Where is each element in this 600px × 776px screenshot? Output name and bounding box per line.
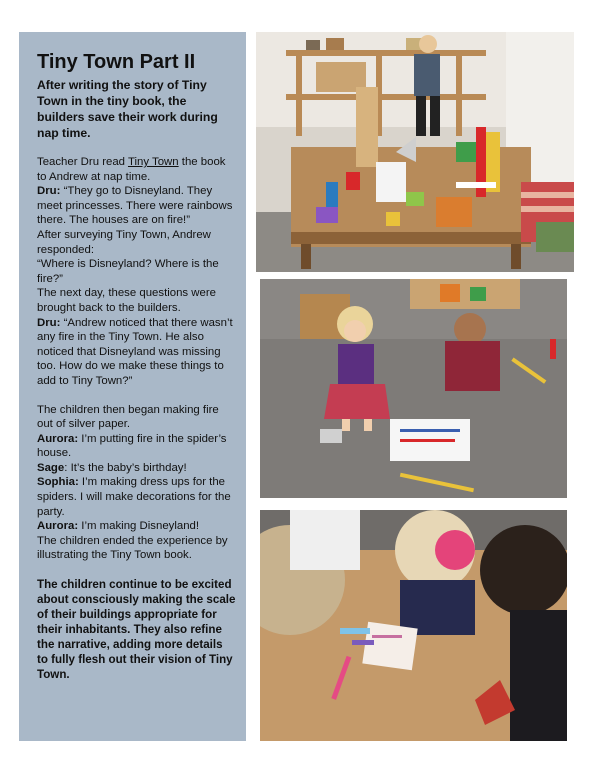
- next-day-line: The next day, these questions were brought back to the builders.: [37, 287, 216, 314]
- speaker: Sophia:: [37, 476, 79, 489]
- intro-paragraph: [37, 155, 236, 184]
- quote-dru-1: [37, 184, 236, 228]
- dialogue-text: I’m making Disneyland!: [78, 520, 200, 533]
- dialogue-line: [37, 475, 236, 519]
- subtitle: After writing the story of Tiny Town in the tiny book, the builders save their work during nap time.: [37, 78, 218, 140]
- speaker: Sage: [37, 461, 65, 474]
- dialogue-text: I’m making dress ups for the spiders. I will make decorations for the party.: [37, 476, 231, 518]
- survey-line: After surveying Tiny Town, Andrew responded:: [37, 228, 211, 256]
- photo-children-illustrating-book: [260, 510, 567, 741]
- closing-paragraph: The children continue to be excited about consciously making the scale of their buildings appropriate for their inhabitants. They also refine the narrative, adding more details to fully flesh out their vision of Tiny Town.: [37, 578, 236, 682]
- intro-post: the book to Andrew at nap time.: [37, 156, 226, 183]
- intro-pre: Teacher Dru read: [37, 156, 128, 168]
- spacer: [37, 389, 236, 403]
- andrew-quote: “Where is Disneyland? Where is the fire?”: [37, 258, 219, 285]
- fire-intro: The children then began making fire out of silver paper.: [37, 403, 219, 431]
- speaker: Dru:: [37, 316, 61, 329]
- photo-tiny-town-table: [256, 32, 574, 272]
- book-title: Tiny Town: [127, 156, 179, 168]
- page-title: Tiny Town Part II: [37, 51, 196, 73]
- ending-line: The children ended the experience by illustrating the Tiny Town book.: [37, 534, 228, 562]
- quote-text: “They go to Disneyland. They meet princesses. There were rainbows there. The houses are on fire!”: [37, 185, 233, 227]
- dialogue-line: [37, 461, 236, 476]
- dialogue-text: I’m putting fire in the spider’s house.: [37, 432, 227, 460]
- story-body: [37, 155, 236, 563]
- quote-text: “Andrew noticed that there wasn’t any fire in the Tiny Town. He also noticed that Disneyland was missing too. How do we make these things to add to Tiny Town?”: [37, 316, 233, 387]
- text-panel: [19, 32, 246, 741]
- speaker: Aurora:: [37, 520, 79, 533]
- photo-children-making-fire: [260, 279, 567, 498]
- speaker: Dru:: [37, 185, 61, 198]
- speaker: Aurora:: [37, 432, 79, 445]
- dialogue-line: [37, 519, 236, 534]
- dialogue-line: [37, 432, 236, 461]
- quote-dru-2: [37, 316, 236, 389]
- dialogue-text: : It’s the baby’s birthday!: [64, 461, 187, 474]
